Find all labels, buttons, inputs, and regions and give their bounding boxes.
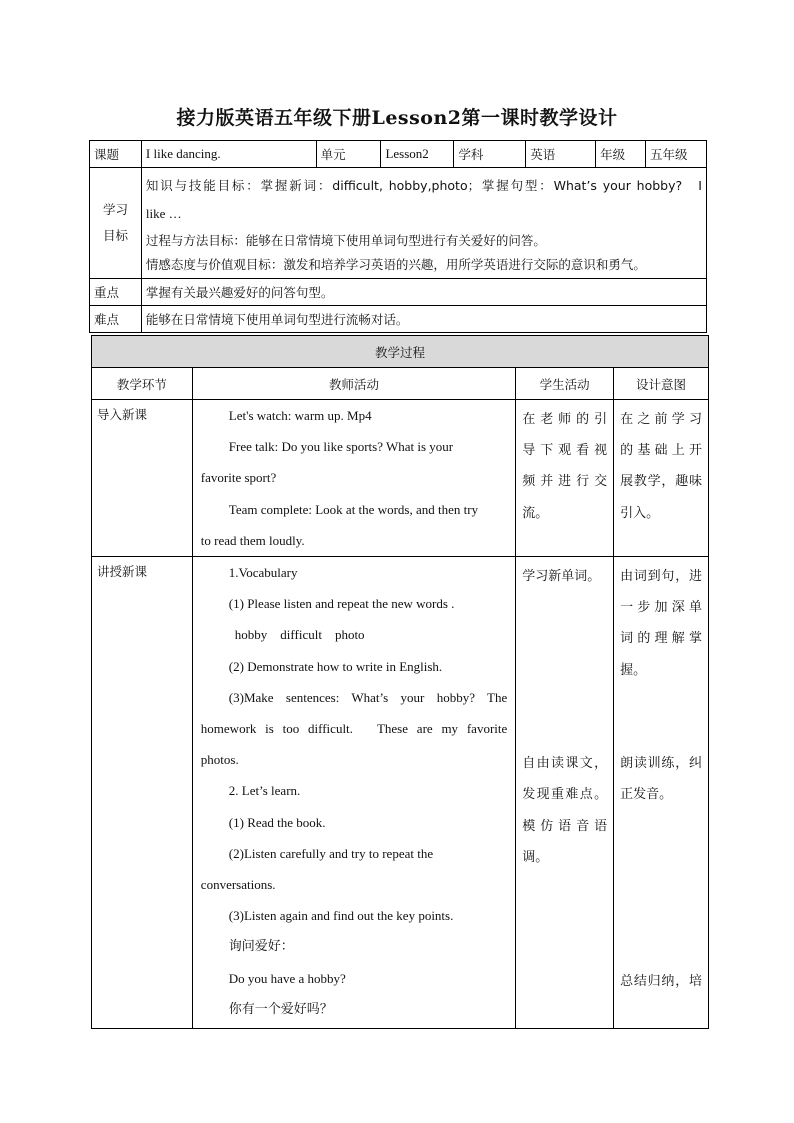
intro-stage: 导入新课 — [92, 400, 193, 557]
teacher-line: Let's watch: warm up. Mp4 — [228, 408, 372, 423]
new-lesson-teacher-activity — [192, 557, 515, 1029]
student-line: 调。 — [522, 849, 549, 865]
intent-line: 朗读训练，纠 — [620, 755, 702, 771]
header-stage: 教学环节 — [92, 368, 193, 400]
intent-line: 总结归纳，培 — [620, 974, 702, 990]
intent-line: 由词到句，进 — [620, 569, 702, 585]
difficult-point-label: 难点 — [90, 306, 142, 333]
key-point-label: 重点 — [90, 279, 142, 306]
new-lesson-student-activity — [516, 557, 614, 1029]
teacher-line: homework is too difficult. These are my favorite — [200, 721, 508, 737]
intro-row — [92, 400, 709, 557]
teacher-line: (1) Please listen and repeat the new words . — [228, 596, 455, 612]
teacher-line: hobby difficult photo — [234, 627, 365, 643]
process-band-row — [92, 336, 709, 368]
student-line: 模仿语音语 — [522, 818, 608, 834]
student-line: 频并进行交 — [522, 474, 608, 490]
unit-value: Lesson2 — [381, 141, 454, 168]
intent-line: 一步加深单 — [620, 600, 702, 616]
process-band: 教学过程 — [92, 336, 709, 368]
subject-value: 英语 — [526, 141, 596, 168]
student-line: 学习新单词。 — [522, 569, 601, 585]
teacher-line: Team complete: Look at the words, and then try — [228, 501, 479, 517]
page-title: 接力版英语五年级下册Lesson2第一课时教学设计 — [176, 107, 618, 129]
goals-row — [90, 168, 707, 279]
goal-knowledge-line-1: 知识与技能目标：掌握新词：difficult, hobby,photo；掌握句型：What’s your hobby? I — [145, 177, 702, 193]
process-header-row — [92, 368, 709, 400]
goals-label — [90, 168, 142, 279]
header-design-intent: 设计意图 — [614, 368, 709, 400]
difficult-point-row — [90, 306, 707, 333]
goal-knowledge-line-2: like … — [145, 205, 182, 221]
teacher-line: Free talk: Do you like sports? What is your — [228, 439, 454, 455]
goals-label-line-1: 学习 — [102, 202, 128, 217]
topic-label: 课题 — [90, 141, 142, 168]
teacher-line: (1) Read the book. — [228, 814, 326, 830]
teacher-line: (3)Listen again and find out the key points. — [228, 908, 454, 924]
intro-teacher-activity — [192, 400, 515, 557]
topic-row — [90, 141, 707, 168]
student-line: 自由读课文， — [522, 756, 608, 772]
intro-design-intent — [614, 400, 709, 557]
key-point-row — [90, 279, 707, 306]
intent-line: 引入。 — [620, 505, 660, 521]
teacher-line: 询问爱好： — [228, 939, 294, 955]
teaching-process-table — [91, 335, 709, 1029]
intro-student-activity — [516, 400, 614, 557]
student-line: 流。 — [522, 505, 549, 521]
intent-line: 的基础上开 — [620, 443, 702, 459]
goal-process: 过程与方法目标：能够在日常情境下使用单词句型进行有关爱好的问答。 — [145, 232, 546, 248]
unit-label: 单元 — [316, 141, 381, 168]
grade-value: 五年级 — [646, 141, 707, 168]
teacher-line: conversations. — [200, 877, 276, 893]
teacher-line: photos. — [200, 752, 239, 768]
teacher-line: to read them loudly. — [200, 532, 305, 548]
teacher-line: (3)Make sentences: What’s your hobby? The — [228, 689, 508, 705]
intent-line: 正发音。 — [620, 787, 673, 803]
teacher-line: 你有一个爱好吗？ — [228, 1001, 333, 1017]
student-line: 导下观看视 — [522, 443, 608, 459]
intent-line: 展教学，趣味 — [620, 474, 702, 490]
key-point-value: 掌握有关最兴趣爱好的问答句型。 — [141, 279, 706, 306]
student-line: 发现重难点。 — [522, 787, 608, 803]
new-lesson-design-intent — [614, 557, 709, 1029]
intent-line: 握。 — [620, 662, 647, 678]
header-student-activity: 学生活动 — [516, 368, 614, 400]
teacher-line: Do you have a hobby? — [228, 970, 346, 986]
teacher-line: (2)Listen carefully and try to repeat the — [228, 845, 434, 861]
goal-emotion: 情感态度与价值观目标：激发和培养学习英语的兴趣，用所学英语进行交际的意识和勇气。 — [145, 256, 646, 272]
grade-label: 年级 — [596, 141, 646, 168]
teacher-line: favorite sport? — [200, 470, 277, 486]
difficult-point-value: 能够在日常情境下使用单词句型进行流畅对话。 — [141, 306, 706, 333]
new-lesson-stage: 讲授新课 — [92, 557, 193, 1029]
intent-line: 词的理解掌 — [620, 631, 702, 647]
goals-label-line-2: 目标 — [102, 228, 128, 243]
teacher-line: (2) Demonstrate how to write in English. — [228, 658, 443, 674]
new-lesson-row — [92, 557, 709, 1029]
topic-value: I like dancing. — [141, 141, 316, 168]
header-teacher-activity: 教师活动 — [192, 368, 515, 400]
goals-content — [141, 168, 706, 279]
lesson-info-table — [89, 140, 707, 333]
teacher-line: 2. Let’s learn. — [228, 783, 301, 799]
student-line: 在老师的引 — [522, 412, 608, 427]
intent-line: 在之前学习 — [620, 412, 702, 427]
subject-label: 学科 — [454, 141, 526, 168]
teacher-line: 1.Vocabulary — [228, 565, 298, 581]
